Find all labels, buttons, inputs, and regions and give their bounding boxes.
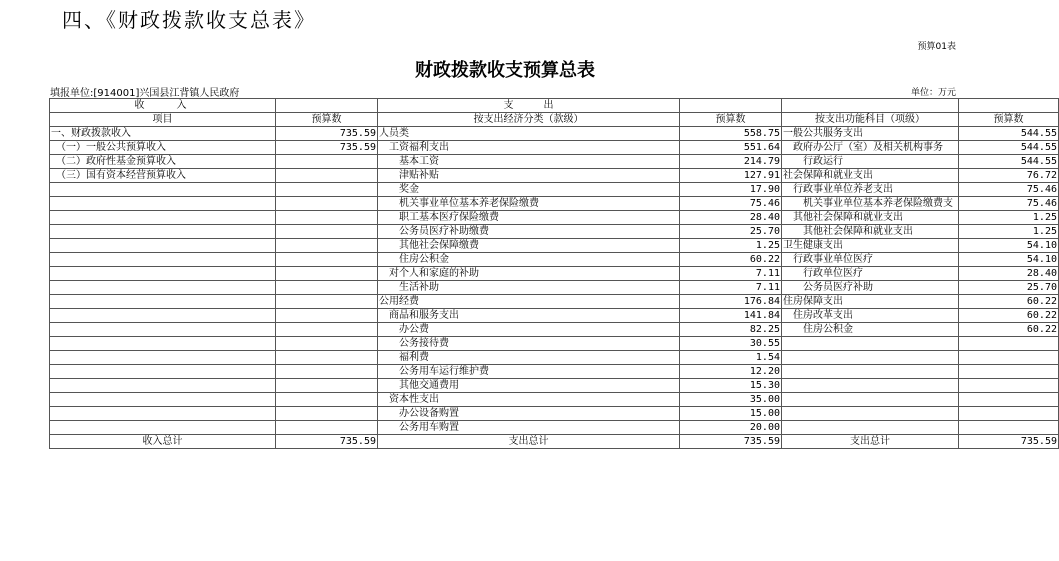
func-item-cell: 公务员医疗补助 bbox=[782, 281, 959, 295]
column-header-row bbox=[50, 113, 1059, 127]
table-row bbox=[50, 197, 1059, 211]
income-item-cell bbox=[50, 197, 276, 211]
func-item-cell bbox=[782, 365, 959, 379]
income-amount-cell bbox=[276, 351, 378, 365]
expense-total-label: 支出总计 bbox=[378, 435, 680, 449]
econ-amount-cell: 15.30 bbox=[680, 379, 782, 393]
table-row bbox=[50, 155, 1059, 169]
table-row bbox=[50, 351, 1059, 365]
table-row bbox=[50, 281, 1059, 295]
func-item-cell: 行政事业单位医疗 bbox=[782, 253, 959, 267]
filler-unit: 填报单位:[914001]兴国县江背镇人民政府 bbox=[50, 88, 240, 99]
func-item-cell: 机关事业单位基本养老保险缴费支 bbox=[782, 197, 959, 211]
func-item-cell bbox=[782, 337, 959, 351]
econ-item-cell: 公务员医疗补助缴费 bbox=[378, 225, 680, 239]
func-amount-cell: 1.25 bbox=[959, 211, 1059, 225]
budget-table bbox=[49, 98, 1059, 449]
group-header-row bbox=[50, 99, 1059, 113]
table-row bbox=[50, 407, 1059, 421]
income-amount-cell bbox=[276, 323, 378, 337]
func-item-cell: 住房改革支出 bbox=[782, 309, 959, 323]
table-row bbox=[50, 393, 1059, 407]
table-row bbox=[50, 225, 1059, 239]
func-amount-cell: 54.10 bbox=[959, 253, 1059, 267]
table-row bbox=[50, 421, 1059, 435]
func-amount-cell: 60.22 bbox=[959, 323, 1059, 337]
income-item-cell bbox=[50, 253, 276, 267]
income-item-cell: 一、财政拨款收入 bbox=[50, 127, 276, 141]
func-amount-cell: 54.10 bbox=[959, 239, 1059, 253]
income-amount-cell: 735.59 bbox=[276, 141, 378, 155]
func-item-cell: 行政事业单位养老支出 bbox=[782, 183, 959, 197]
func-amount-cell bbox=[959, 421, 1059, 435]
currency-unit: 单位：万元 bbox=[910, 88, 956, 98]
econ-amount-cell: 82.25 bbox=[680, 323, 782, 337]
econ-amount-cell: 17.90 bbox=[680, 183, 782, 197]
func-amount-cell: 75.46 bbox=[959, 197, 1059, 211]
income-item-cell bbox=[50, 365, 276, 379]
totals-row bbox=[50, 435, 1059, 449]
income-amount-cell bbox=[276, 225, 378, 239]
header-amount: 预算数 bbox=[959, 113, 1059, 127]
econ-item-cell: 办公费 bbox=[378, 323, 680, 337]
empty-cell bbox=[959, 99, 1059, 113]
econ-amount-cell: 60.22 bbox=[680, 253, 782, 267]
econ-item-cell: 办公设备购置 bbox=[378, 407, 680, 421]
expense-total-amount: 735.59 bbox=[680, 435, 782, 449]
econ-amount-cell: 12.20 bbox=[680, 365, 782, 379]
income-amount-cell bbox=[276, 183, 378, 197]
econ-amount-cell: 75.46 bbox=[680, 197, 782, 211]
econ-item-cell: 生活补助 bbox=[378, 281, 680, 295]
expense-total-label: 支出总计 bbox=[782, 435, 959, 449]
func-item-cell: 一般公共服务支出 bbox=[782, 127, 959, 141]
document-title: 财政拨款收支预算总表 bbox=[415, 60, 595, 81]
econ-amount-cell: 141.84 bbox=[680, 309, 782, 323]
header-amount: 预算数 bbox=[680, 113, 782, 127]
econ-amount-cell: 214.79 bbox=[680, 155, 782, 169]
econ-item-cell: 津贴补贴 bbox=[378, 169, 680, 183]
func-amount-cell bbox=[959, 393, 1059, 407]
table-row bbox=[50, 379, 1059, 393]
income-amount-cell bbox=[276, 267, 378, 281]
income-amount-cell bbox=[276, 379, 378, 393]
func-item-cell bbox=[782, 379, 959, 393]
func-item-cell: 其他社会保障和就业支出 bbox=[782, 211, 959, 225]
income-item-cell: （一）一般公共预算收入 bbox=[50, 141, 276, 155]
econ-amount-cell: 176.84 bbox=[680, 295, 782, 309]
econ-item-cell: 公务用车购置 bbox=[378, 421, 680, 435]
func-item-cell bbox=[782, 351, 959, 365]
section-heading: 四、《财政拨款收支总表》 bbox=[62, 8, 316, 32]
econ-item-cell: 奖金 bbox=[378, 183, 680, 197]
table-row bbox=[50, 239, 1059, 253]
func-amount-cell: 76.72 bbox=[959, 169, 1059, 183]
income-item-cell bbox=[50, 281, 276, 295]
econ-item-cell: 公用经费 bbox=[378, 295, 680, 309]
table-row bbox=[50, 183, 1059, 197]
income-item-cell bbox=[50, 393, 276, 407]
econ-item-cell: 工资福利支出 bbox=[378, 141, 680, 155]
income-amount-cell bbox=[276, 281, 378, 295]
func-amount-cell: 60.22 bbox=[959, 295, 1059, 309]
income-amount-cell: 735.59 bbox=[276, 127, 378, 141]
income-item-cell bbox=[50, 225, 276, 239]
econ-item-cell: 人员类 bbox=[378, 127, 680, 141]
income-item-cell bbox=[50, 379, 276, 393]
func-item-cell: 行政单位医疗 bbox=[782, 267, 959, 281]
func-amount-cell bbox=[959, 379, 1059, 393]
table-row bbox=[50, 309, 1059, 323]
func-amount-cell: 544.55 bbox=[959, 127, 1059, 141]
income-item-cell bbox=[50, 421, 276, 435]
income-item-cell bbox=[50, 351, 276, 365]
econ-amount-cell: 28.40 bbox=[680, 211, 782, 225]
income-amount-cell bbox=[276, 239, 378, 253]
table-row bbox=[50, 127, 1059, 141]
form-code: 预算01表 bbox=[917, 42, 956, 52]
econ-amount-cell: 1.54 bbox=[680, 351, 782, 365]
econ-amount-cell: 25.70 bbox=[680, 225, 782, 239]
income-item-cell: （三）国有资本经营预算收入 bbox=[50, 169, 276, 183]
func-item-cell: 住房公积金 bbox=[782, 323, 959, 337]
income-item-cell: （二）政府性基金预算收入 bbox=[50, 155, 276, 169]
income-item-cell bbox=[50, 337, 276, 351]
table-row bbox=[50, 365, 1059, 379]
econ-item-cell: 其他社会保障缴费 bbox=[378, 239, 680, 253]
income-amount-cell bbox=[276, 295, 378, 309]
func-amount-cell bbox=[959, 351, 1059, 365]
table-row bbox=[50, 337, 1059, 351]
func-amount-cell bbox=[959, 365, 1059, 379]
econ-item-cell: 资本性支出 bbox=[378, 393, 680, 407]
func-amount-cell: 60.22 bbox=[959, 309, 1059, 323]
income-item-cell bbox=[50, 183, 276, 197]
empty-cell bbox=[782, 99, 959, 113]
func-amount-cell: 28.40 bbox=[959, 267, 1059, 281]
income-amount-cell bbox=[276, 309, 378, 323]
econ-item-cell: 机关事业单位基本养老保险缴费 bbox=[378, 197, 680, 211]
income-item-cell bbox=[50, 407, 276, 421]
income-amount-cell bbox=[276, 155, 378, 169]
expense-group-header: 支 出 bbox=[378, 99, 680, 113]
income-amount-cell bbox=[276, 337, 378, 351]
func-amount-cell: 544.55 bbox=[959, 141, 1059, 155]
econ-item-cell: 公务接待费 bbox=[378, 337, 680, 351]
econ-item-cell: 基本工资 bbox=[378, 155, 680, 169]
func-amount-cell: 75.46 bbox=[959, 183, 1059, 197]
income-amount-cell bbox=[276, 253, 378, 267]
header-amount: 预算数 bbox=[276, 113, 378, 127]
empty-cell bbox=[276, 99, 378, 113]
income-amount-cell bbox=[276, 407, 378, 421]
econ-item-cell: 福利费 bbox=[378, 351, 680, 365]
func-amount-cell: 544.55 bbox=[959, 155, 1059, 169]
income-group-header: 收 入 bbox=[50, 99, 276, 113]
econ-item-cell: 职工基本医疗保险缴费 bbox=[378, 211, 680, 225]
func-item-cell bbox=[782, 407, 959, 421]
econ-amount-cell: 7.11 bbox=[680, 267, 782, 281]
econ-amount-cell: 7.11 bbox=[680, 281, 782, 295]
func-amount-cell: 25.70 bbox=[959, 281, 1059, 295]
table-row bbox=[50, 141, 1059, 155]
econ-amount-cell: 1.25 bbox=[680, 239, 782, 253]
table-row bbox=[50, 253, 1059, 267]
income-total-amount: 735.59 bbox=[276, 435, 378, 449]
func-amount-cell bbox=[959, 337, 1059, 351]
empty-cell bbox=[680, 99, 782, 113]
income-amount-cell bbox=[276, 211, 378, 225]
func-item-cell: 卫生健康支出 bbox=[782, 239, 959, 253]
income-amount-cell bbox=[276, 365, 378, 379]
income-item-cell bbox=[50, 295, 276, 309]
econ-amount-cell: 127.91 bbox=[680, 169, 782, 183]
income-amount-cell bbox=[276, 169, 378, 183]
func-item-cell bbox=[782, 421, 959, 435]
income-amount-cell bbox=[276, 393, 378, 407]
econ-amount-cell: 20.00 bbox=[680, 421, 782, 435]
income-item-cell bbox=[50, 239, 276, 253]
func-amount-cell bbox=[959, 407, 1059, 421]
econ-amount-cell: 35.00 bbox=[680, 393, 782, 407]
table-row bbox=[50, 169, 1059, 183]
econ-item-cell: 商品和服务支出 bbox=[378, 309, 680, 323]
income-item-cell bbox=[50, 211, 276, 225]
func-item-cell: 社会保障和就业支出 bbox=[782, 169, 959, 183]
econ-amount-cell: 558.75 bbox=[680, 127, 782, 141]
econ-item-cell: 其他交通费用 bbox=[378, 379, 680, 393]
header-econ-class: 按支出经济分类（款级） bbox=[378, 113, 680, 127]
func-item-cell: 政府办公厅（室）及相关机构事务 bbox=[782, 141, 959, 155]
table-row bbox=[50, 267, 1059, 281]
income-amount-cell bbox=[276, 197, 378, 211]
func-item-cell: 其他社会保障和就业支出 bbox=[782, 225, 959, 239]
econ-item-cell: 公务用车运行维护费 bbox=[378, 365, 680, 379]
income-item-cell bbox=[50, 267, 276, 281]
func-item-cell: 住房保障支出 bbox=[782, 295, 959, 309]
econ-item-cell: 对个人和家庭的补助 bbox=[378, 267, 680, 281]
func-item-cell bbox=[782, 393, 959, 407]
income-item-cell bbox=[50, 323, 276, 337]
income-amount-cell bbox=[276, 421, 378, 435]
header-item: 项目 bbox=[50, 113, 276, 127]
table-row bbox=[50, 323, 1059, 337]
income-total-label: 收入总计 bbox=[50, 435, 276, 449]
expense-total-amount: 735.59 bbox=[959, 435, 1059, 449]
econ-amount-cell: 551.64 bbox=[680, 141, 782, 155]
econ-item-cell: 住房公积金 bbox=[378, 253, 680, 267]
header-func-class: 按支出功能科目（项级） bbox=[782, 113, 959, 127]
econ-amount-cell: 15.00 bbox=[680, 407, 782, 421]
table-row bbox=[50, 211, 1059, 225]
econ-amount-cell: 30.55 bbox=[680, 337, 782, 351]
func-item-cell: 行政运行 bbox=[782, 155, 959, 169]
func-amount-cell: 1.25 bbox=[959, 225, 1059, 239]
table-row bbox=[50, 295, 1059, 309]
income-item-cell bbox=[50, 309, 276, 323]
